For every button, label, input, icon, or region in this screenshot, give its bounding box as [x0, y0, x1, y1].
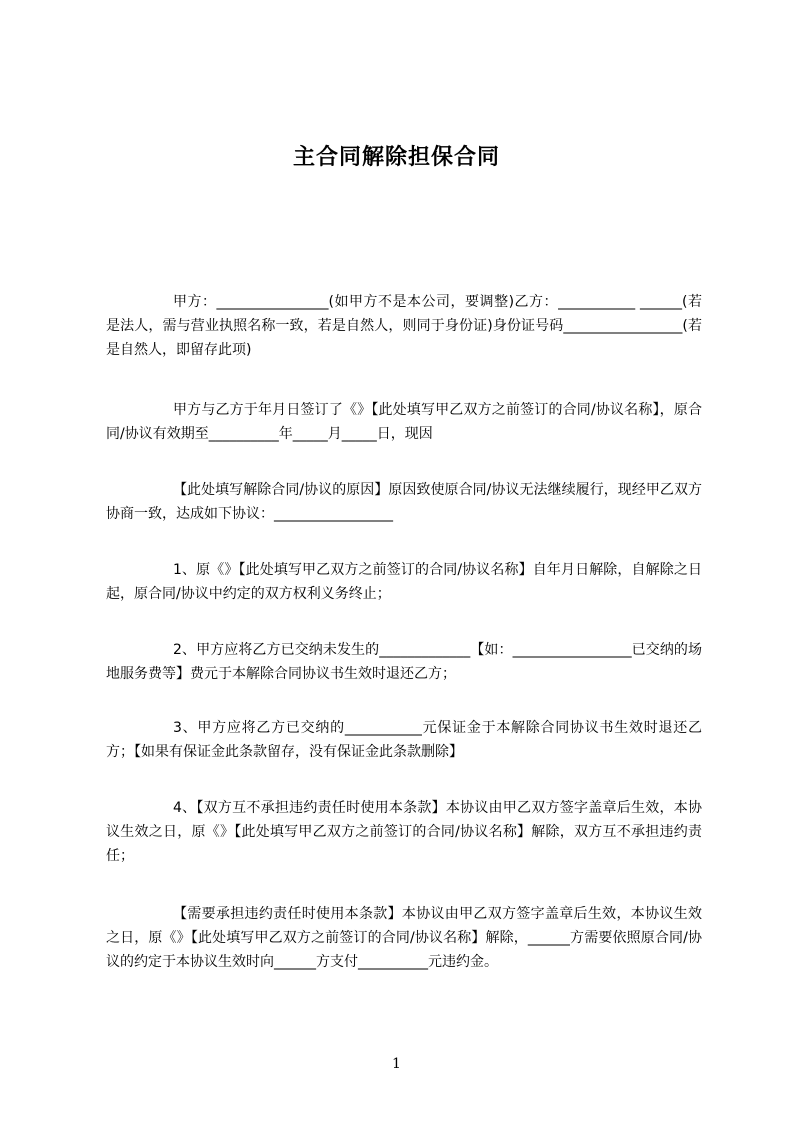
breach-clause-paragraph: 【需要承担违约责任时使用本条款】本协议由甲乙双方签字盖章后生效，本协议生效之日，原《》【此处填写甲乙双方之前签订的合同/协议名称】解除，______方需要依照原合同/协议的约定于本协议生效时向______方支付__________元违约金。 [106, 906, 702, 970]
clause-3-paragraph: 3、甲方应将乙方已交纳的___________元保证金于本解除合同协议书生效时退还乙方；【如果有保证金此条款留存，没有保证金此条款删除】 [106, 720, 702, 760]
clause-2-paragraph: 2、甲方应将乙方已交纳未发生的_____________【如：_________________已交纳的场地服务费等】费元于本解除合同协议书生效时退还乙方； [106, 642, 702, 682]
clause-4-paragraph: 4、【双方互不承担违约责任时使用本条款】本协议由甲乙双方签字盖章后生效，本协议生效之日，原《》【此处填写甲乙双方之前签订的合同/协议名称】解除，双方互不承担违约责任； [106, 800, 702, 864]
page-number: 1 [392, 1056, 401, 1072]
clause-1-paragraph: 1、原《》【此处填写甲乙双方之前签订的合同/协议名称】自年月日解除，自解除之日起，原合同/协议中约定的双方权利义务终止； [106, 562, 702, 602]
document-title: 主合同解除担保合同 [292, 145, 500, 170]
background-paragraph: 甲方与乙方于年月日签订了《》【此处填写甲乙双方之前签订的合同/协议名称】，原合同/协议有效期至__________年_____月_____日，现因 [106, 402, 702, 442]
reason-paragraph: 【此处填写解除合同/协议的原因】原因致使原合同/协议无法继续履行，现经甲乙双方协商一致，达成如下协议：_________________ [106, 482, 702, 522]
party-info-paragraph: 甲方：________________(如甲方不是本公司，要调整)乙方：___________ ______(若是法人，需与营业执照名称一致，若是自然人，则同于身份证)身份证号码_________________(若是自然人，即留存此项) [106, 294, 702, 358]
